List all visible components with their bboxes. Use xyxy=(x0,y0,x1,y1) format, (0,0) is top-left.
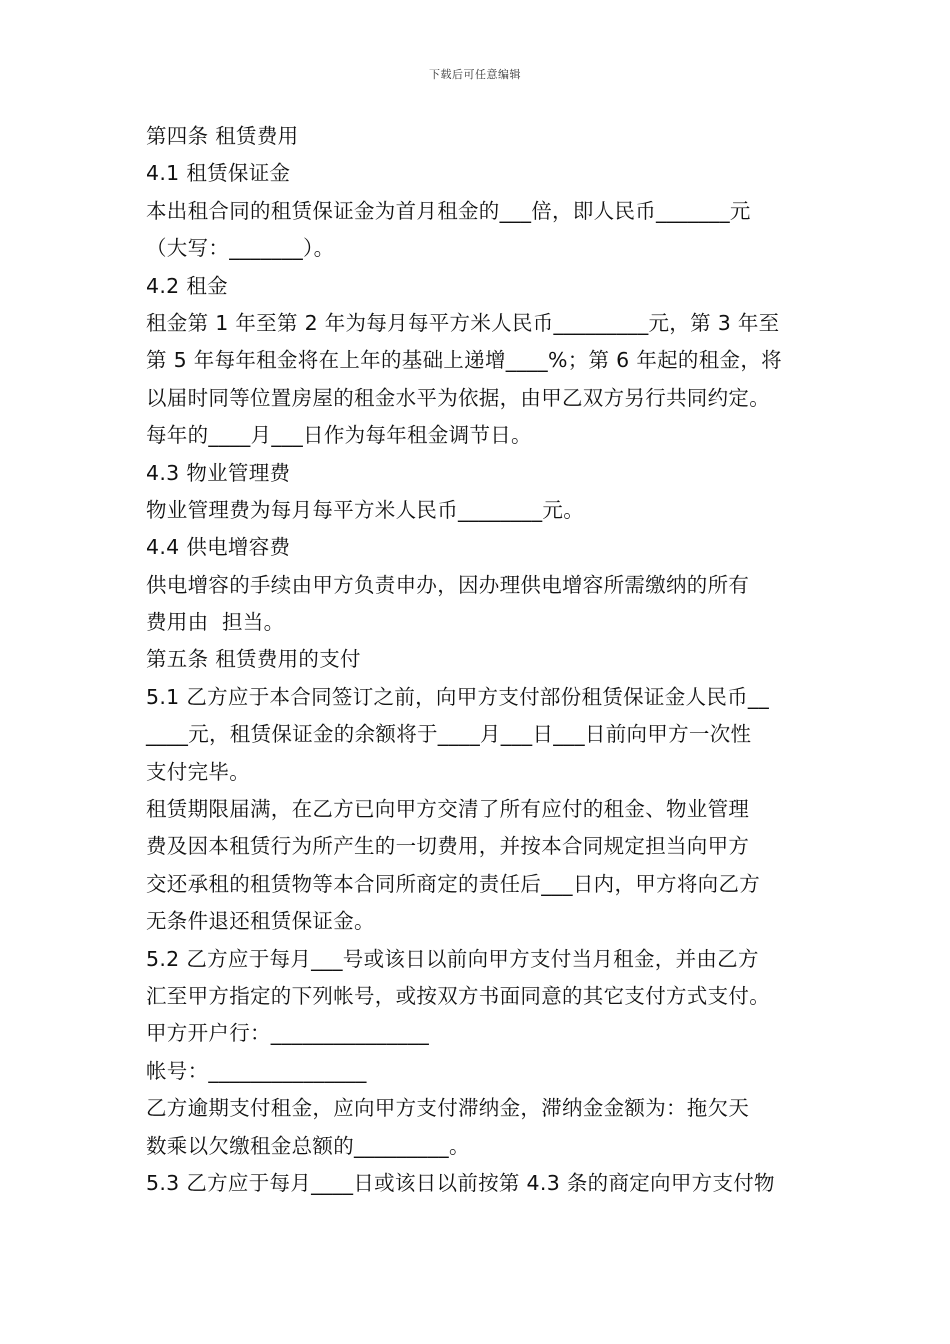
body-line: 无条件退还租赁保证金。 xyxy=(146,909,375,934)
body-line: 数乘以欠缴租金总额的_________。 xyxy=(146,1133,470,1158)
body-line: 费及因本租赁行为所产生的一切费用，并按本合同规定担当向甲方 xyxy=(146,834,750,859)
body-line: ____元，租赁保证金的余额将于____月___日___日前向甲方一次性 xyxy=(146,722,752,747)
body-line: 每年的____月___日作为每年租金调节日。 xyxy=(146,423,532,448)
document-body xyxy=(146,118,816,1202)
clause-heading-4-2: 4.2 租金 xyxy=(146,273,228,298)
account-field-line: 帐号：_______________ xyxy=(146,1058,367,1083)
clause-5-3: 5.3 乙方应于每月____日或该日以前按第 4.3 条的商定向甲方支付物 xyxy=(146,1170,775,1195)
body-line: 物业管理费为每月每平方米人民币________元。 xyxy=(146,497,584,522)
body-line: 汇至甲方指定的下列帐号，或按双方书面同意的其它支付方式支付。 xyxy=(146,983,770,1008)
section-heading-4: 第四条 租赁费用 xyxy=(146,124,299,148)
body-line: 支付完毕。 xyxy=(146,759,250,784)
body-line: 以届时同等位置房屋的租金水平为依据，由甲乙双方另行共同约定。 xyxy=(146,385,770,410)
clause-heading-4-4: 4.4 供电增容费 xyxy=(146,535,291,560)
clause-heading-4-3: 4.3 物业管理费 xyxy=(146,460,291,485)
body-line: 供电增容的手续由甲方负责申办，因办理供电增容所需缴纳的所有 xyxy=(146,572,750,597)
body-line: 租赁期限届满，在乙方已向甲方交清了所有应付的租金、物业管理 xyxy=(146,797,750,822)
body-line: 租金第 1 年至第 2 年为每月每平方米人民币_________元，第 3 年至 xyxy=(146,310,780,335)
body-line: （大写：_______）。 xyxy=(146,236,335,261)
body-line: 乙方逾期支付租金，应向甲方支付滞纳金，滞纳金金额为：拖欠天 xyxy=(146,1096,750,1121)
bank-field-line: 甲方开户行：_______________ xyxy=(146,1021,430,1046)
page-header: 下载后可任意编辑 xyxy=(429,68,521,81)
clause-5-2: 5.2 乙方应于每月___号或该日以前向甲方支付当月租金，并由乙方 xyxy=(146,946,759,971)
body-line: 第 5 年每年租金将在上年的基础上递增____%；第 6 年起的租金，将 xyxy=(146,348,782,373)
clause-5-1: 5.1 乙方应于本合同签订之前，向甲方支付部份租赁保证金人民币__ xyxy=(146,684,770,709)
body-line: 费用由 担当。 xyxy=(146,610,285,635)
body-line: 本出租合同的租赁保证金为首月租金的___倍，即人民币_______元 xyxy=(146,198,751,223)
body-line: 交还承租的租赁物等本合同所商定的责任后___日内，甲方将向乙方 xyxy=(146,871,761,896)
clause-heading-4-1: 4.1 租赁保证金 xyxy=(146,161,291,186)
section-heading-5: 第五条 租赁费用的支付 xyxy=(146,647,361,672)
